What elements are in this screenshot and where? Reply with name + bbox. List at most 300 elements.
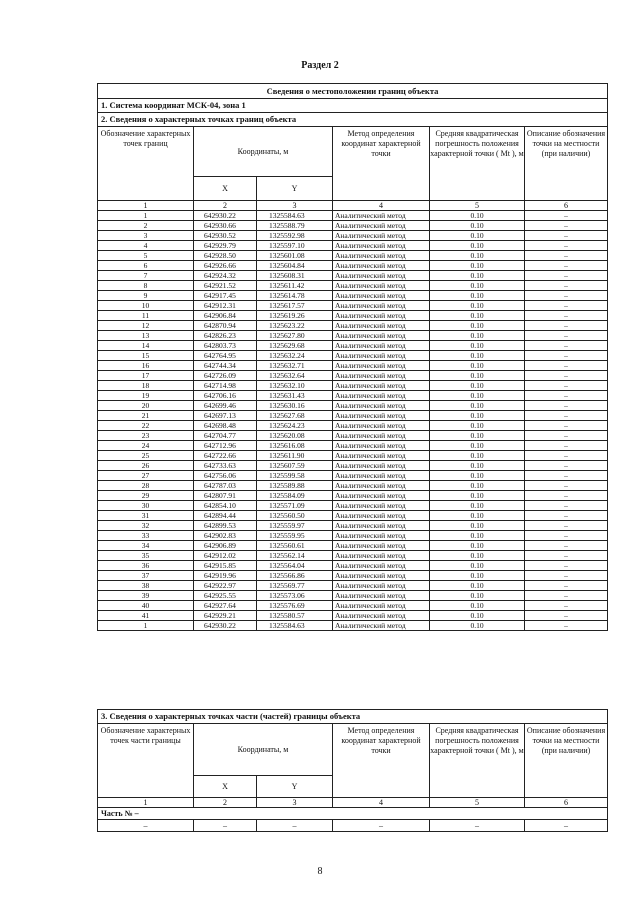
header-y: Y	[257, 177, 333, 201]
description-cell: –	[525, 271, 608, 281]
method-cell: Аналитический метод	[333, 341, 430, 351]
table-row	[98, 301, 608, 311]
description-cell: –	[525, 351, 608, 361]
error-cell: 0.10	[430, 281, 525, 291]
part-row	[98, 820, 608, 832]
method-cell: Аналитический метод	[333, 291, 430, 301]
method-cell: Аналитический метод	[333, 221, 430, 231]
header-error: Средняя квадратическая погрешность положения характерной точки ( Mt ), м	[430, 724, 525, 798]
column-number: 1	[98, 798, 194, 808]
x-coordinate-cell: 642697.13	[194, 411, 257, 421]
x-coordinate-cell: 642906.84	[194, 311, 257, 321]
point-number-cell: 6	[98, 261, 194, 271]
point-number-cell: 5	[98, 251, 194, 261]
method-cell: Аналитический метод	[333, 531, 430, 541]
x-coordinate-cell: 642787.03	[194, 481, 257, 491]
point-number-cell: 40	[98, 601, 194, 611]
method-cell: Аналитический метод	[333, 441, 430, 451]
table-row	[98, 211, 608, 221]
error-cell: 0.10	[430, 451, 525, 461]
error-cell: 0.10	[430, 551, 525, 561]
error-cell: 0.10	[430, 321, 525, 331]
error-cell: 0.10	[430, 591, 525, 601]
description-cell: –	[525, 551, 608, 561]
header-x: X	[194, 177, 257, 201]
point-number-cell: 33	[98, 531, 194, 541]
header-error: Средняя квадратическая погрешность положения характерной точки ( Mt ), м	[430, 127, 525, 201]
x-coordinate-cell: 642706.16	[194, 391, 257, 401]
table-row	[98, 611, 608, 621]
point-number-cell: 30	[98, 501, 194, 511]
error-cell: 0.10	[430, 541, 525, 551]
point-number-cell: 8	[98, 281, 194, 291]
description-cell: –	[525, 431, 608, 441]
error-cell: 0.10	[430, 341, 525, 351]
table-row	[98, 621, 608, 631]
error-cell: 0.10	[430, 271, 525, 281]
column-number: 4	[333, 798, 430, 808]
point-number-cell: 35	[98, 551, 194, 561]
method-cell: Аналитический метод	[333, 261, 430, 271]
y-coordinate-cell: 1325614.78	[257, 291, 333, 301]
x-coordinate-cell: 642922.97	[194, 581, 257, 591]
y-coordinate-cell: 1325599.58	[257, 471, 333, 481]
y-coordinate-cell: 1325559.95	[257, 531, 333, 541]
part-cell: –	[98, 820, 194, 832]
method-cell: Аналитический метод	[333, 501, 430, 511]
method-cell: Аналитический метод	[333, 571, 430, 581]
part-points-table	[97, 709, 608, 832]
table-title: Сведения о местоположении границ объекта	[98, 84, 608, 99]
y-coordinate-cell: 1325576.69	[257, 601, 333, 611]
description-cell: –	[525, 501, 608, 511]
table-row	[98, 291, 608, 301]
error-cell: 0.10	[430, 301, 525, 311]
table-row	[98, 511, 608, 521]
point-number-cell: 15	[98, 351, 194, 361]
error-cell: 0.10	[430, 571, 525, 581]
header-coords: Координаты, м	[194, 127, 333, 177]
description-cell: –	[525, 241, 608, 251]
column-number: 2	[194, 201, 257, 211]
table-row	[98, 371, 608, 381]
point-number-cell: 26	[98, 461, 194, 471]
header-method: Метод определения координат характерной точки	[333, 127, 430, 201]
description-cell: –	[525, 521, 608, 531]
part-cell: –	[194, 820, 257, 832]
y-coordinate-cell: 1325562.14	[257, 551, 333, 561]
error-cell: 0.10	[430, 361, 525, 371]
description-cell: –	[525, 481, 608, 491]
y-coordinate-cell: 1325601.08	[257, 251, 333, 261]
error-cell: 0.10	[430, 231, 525, 241]
y-coordinate-cell: 1325632.10	[257, 381, 333, 391]
point-number-cell: 14	[98, 341, 194, 351]
error-cell: 0.10	[430, 611, 525, 621]
method-cell: Аналитический метод	[333, 411, 430, 421]
point-number-cell: 32	[98, 521, 194, 531]
method-cell: Аналитический метод	[333, 361, 430, 371]
y-coordinate-cell: 1325569.77	[257, 581, 333, 591]
point-number-cell: 1	[98, 621, 194, 631]
method-cell: Аналитический метод	[333, 551, 430, 561]
error-cell: 0.10	[430, 421, 525, 431]
y-coordinate-cell: 1325632.71	[257, 361, 333, 371]
error-cell: 0.10	[430, 291, 525, 301]
x-coordinate-cell: 642929.79	[194, 241, 257, 251]
description-cell: –	[525, 511, 608, 521]
x-coordinate-cell: 642722.66	[194, 451, 257, 461]
point-number-cell: 22	[98, 421, 194, 431]
point-number-cell: 3	[98, 231, 194, 241]
method-cell: Аналитический метод	[333, 591, 430, 601]
y-coordinate-cell: 1325611.42	[257, 281, 333, 291]
point-number-cell: 36	[98, 561, 194, 571]
page-number: 8	[317, 866, 323, 877]
x-coordinate-cell: 642930.66	[194, 221, 257, 231]
part-cell: –	[525, 820, 608, 832]
table-row	[98, 351, 608, 361]
column-number: 3	[257, 798, 333, 808]
point-number-cell: 38	[98, 581, 194, 591]
x-coordinate-cell: 642925.55	[194, 591, 257, 601]
method-cell: Аналитический метод	[333, 581, 430, 591]
table-row	[98, 321, 608, 331]
table-row	[98, 231, 608, 241]
description-cell: –	[525, 261, 608, 271]
method-cell: Аналитический метод	[333, 511, 430, 521]
method-cell: Аналитический метод	[333, 351, 430, 361]
table-row	[98, 261, 608, 271]
x-coordinate-cell: 642929.21	[194, 611, 257, 621]
description-cell: –	[525, 571, 608, 581]
method-cell: Аналитический метод	[333, 371, 430, 381]
point-number-cell: 37	[98, 571, 194, 581]
x-coordinate-cell: 642803.73	[194, 341, 257, 351]
method-cell: Аналитический метод	[333, 461, 430, 471]
x-coordinate-cell: 642744.34	[194, 361, 257, 371]
point-number-cell: 19	[98, 391, 194, 401]
point-number-cell: 16	[98, 361, 194, 371]
boundary-points-table	[97, 83, 608, 631]
y-coordinate-cell: 1325632.64	[257, 371, 333, 381]
method-cell: Аналитический метод	[333, 421, 430, 431]
y-coordinate-cell: 1325584.63	[257, 621, 333, 631]
error-cell: 0.10	[430, 471, 525, 481]
error-cell: 0.10	[430, 241, 525, 251]
part-cell: –	[333, 820, 430, 832]
method-cell: Аналитический метод	[333, 451, 430, 461]
description-cell: –	[525, 291, 608, 301]
y-coordinate-cell: 1325632.24	[257, 351, 333, 361]
method-cell: Аналитический метод	[333, 481, 430, 491]
description-cell: –	[525, 411, 608, 421]
description-cell: –	[525, 621, 608, 631]
description-cell: –	[525, 391, 608, 401]
header-point: Обозначение характерных точек границ	[98, 127, 194, 201]
point-number-cell: 25	[98, 451, 194, 461]
header-description: Описание обозначения точки на местности (при наличии)	[525, 724, 608, 798]
method-cell: Аналитический метод	[333, 211, 430, 221]
point-number-cell: 39	[98, 591, 194, 601]
table-row	[98, 481, 608, 491]
description-cell: –	[525, 451, 608, 461]
x-coordinate-cell: 642924.32	[194, 271, 257, 281]
description-cell: –	[525, 441, 608, 451]
error-cell: 0.10	[430, 381, 525, 391]
y-coordinate-cell: 1325629.68	[257, 341, 333, 351]
table-row	[98, 271, 608, 281]
header-coords: Координаты, м	[194, 724, 333, 776]
table-row	[98, 561, 608, 571]
table-row	[98, 551, 608, 561]
description-cell: –	[525, 601, 608, 611]
x-coordinate-cell: 642714.98	[194, 381, 257, 391]
error-cell: 0.10	[430, 221, 525, 231]
column-number: 5	[430, 798, 525, 808]
table-row	[98, 241, 608, 251]
y-coordinate-cell: 1325608.31	[257, 271, 333, 281]
method-cell: Аналитический метод	[333, 611, 430, 621]
method-cell: Аналитический метод	[333, 241, 430, 251]
points-body	[98, 211, 608, 631]
y-coordinate-cell: 1325611.90	[257, 451, 333, 461]
table-row	[98, 361, 608, 371]
x-coordinate-cell: 642826.23	[194, 331, 257, 341]
y-coordinate-cell: 1325607.59	[257, 461, 333, 471]
column-number: 1	[98, 201, 194, 211]
x-coordinate-cell: 642912.31	[194, 301, 257, 311]
x-coordinate-cell: 642930.22	[194, 211, 257, 221]
table-row	[98, 341, 608, 351]
description-cell: –	[525, 231, 608, 241]
x-coordinate-cell: 642917.45	[194, 291, 257, 301]
table-row	[98, 331, 608, 341]
description-cell: –	[525, 561, 608, 571]
y-coordinate-cell: 1325573.06	[257, 591, 333, 601]
x-coordinate-cell: 642807.91	[194, 491, 257, 501]
point-number-cell: 27	[98, 471, 194, 481]
column-number: 6	[525, 798, 608, 808]
y-coordinate-cell: 1325584.63	[257, 211, 333, 221]
description-cell: –	[525, 401, 608, 411]
method-cell: Аналитический метод	[333, 251, 430, 261]
method-cell: Аналитический метод	[333, 491, 430, 501]
point-number-cell: 31	[98, 511, 194, 521]
method-cell: Аналитический метод	[333, 601, 430, 611]
error-cell: 0.10	[430, 621, 525, 631]
method-cell: Аналитический метод	[333, 401, 430, 411]
section-2-title: 2. Сведения о характерных точках границ объекта	[98, 113, 608, 127]
description-cell: –	[525, 491, 608, 501]
description-cell: –	[525, 421, 608, 431]
header-y: Y	[257, 776, 333, 798]
table-row	[98, 541, 608, 551]
table-row	[98, 391, 608, 401]
error-cell: 0.10	[430, 211, 525, 221]
method-cell: Аналитический метод	[333, 281, 430, 291]
point-number-cell: 10	[98, 301, 194, 311]
error-cell: 0.10	[430, 401, 525, 411]
point-number-cell: 23	[98, 431, 194, 441]
error-cell: 0.10	[430, 501, 525, 511]
point-number-cell: 4	[98, 241, 194, 251]
error-cell: 0.10	[430, 411, 525, 421]
y-coordinate-cell: 1325560.50	[257, 511, 333, 521]
part-cell: –	[257, 820, 333, 832]
description-cell: –	[525, 341, 608, 351]
method-cell: Аналитический метод	[333, 271, 430, 281]
table-row	[98, 461, 608, 471]
y-coordinate-cell: 1325589.88	[257, 481, 333, 491]
y-coordinate-cell: 1325588.79	[257, 221, 333, 231]
y-coordinate-cell: 1325560.61	[257, 541, 333, 551]
point-number-cell: 13	[98, 331, 194, 341]
y-coordinate-cell: 1325616.08	[257, 441, 333, 451]
x-coordinate-cell: 642919.96	[194, 571, 257, 581]
x-coordinate-cell: 642928.50	[194, 251, 257, 261]
table-row	[98, 221, 608, 231]
table-row	[98, 421, 608, 431]
point-number-cell: 18	[98, 381, 194, 391]
point-number-cell: 20	[98, 401, 194, 411]
section-3-title: 3. Сведения о характерных точках части (частей) границы объекта	[98, 710, 608, 724]
error-cell: 0.10	[430, 441, 525, 451]
x-coordinate-cell: 642712.96	[194, 441, 257, 451]
point-number-cell: 17	[98, 371, 194, 381]
header-description: Описание обозначения точки на местности (при наличии)	[525, 127, 608, 201]
method-cell: Аналитический метод	[333, 541, 430, 551]
column-number: 6	[525, 201, 608, 211]
description-cell: –	[525, 471, 608, 481]
error-cell: 0.10	[430, 521, 525, 531]
point-number-cell: 34	[98, 541, 194, 551]
header-method: Метод определения координат характерной точки	[333, 724, 430, 798]
description-cell: –	[525, 301, 608, 311]
header-point: Обозначение характерных точек части границы	[98, 724, 194, 798]
description-cell: –	[525, 331, 608, 341]
table-row	[98, 601, 608, 611]
error-cell: 0.10	[430, 371, 525, 381]
point-number-cell: 1	[98, 211, 194, 221]
description-cell: –	[525, 381, 608, 391]
y-coordinate-cell: 1325564.04	[257, 561, 333, 571]
y-coordinate-cell: 1325559.97	[257, 521, 333, 531]
method-cell: Аналитический метод	[333, 321, 430, 331]
y-coordinate-cell: 1325623.22	[257, 321, 333, 331]
table-row	[98, 521, 608, 531]
point-number-cell: 11	[98, 311, 194, 321]
section-heading: Раздел 2	[301, 60, 339, 71]
point-number-cell: 28	[98, 481, 194, 491]
description-cell: –	[525, 591, 608, 601]
table-row	[98, 401, 608, 411]
table-row	[98, 431, 608, 441]
column-number: 4	[333, 201, 430, 211]
method-cell: Аналитический метод	[333, 471, 430, 481]
method-cell: Аналитический метод	[333, 521, 430, 531]
y-coordinate-cell: 1325624.23	[257, 421, 333, 431]
x-coordinate-cell: 642894.44	[194, 511, 257, 521]
y-coordinate-cell: 1325597.10	[257, 241, 333, 251]
error-cell: 0.10	[430, 601, 525, 611]
description-cell: –	[525, 281, 608, 291]
column-numbers-row	[98, 201, 608, 211]
error-cell: 0.10	[430, 561, 525, 571]
x-coordinate-cell: 642930.22	[194, 621, 257, 631]
x-coordinate-cell: 642912.02	[194, 551, 257, 561]
point-number-cell: 9	[98, 291, 194, 301]
method-cell: Аналитический метод	[333, 391, 430, 401]
y-coordinate-cell: 1325566.86	[257, 571, 333, 581]
y-coordinate-cell: 1325604.84	[257, 261, 333, 271]
method-cell: Аналитический метод	[333, 311, 430, 321]
y-coordinate-cell: 1325631.43	[257, 391, 333, 401]
x-coordinate-cell: 642870.94	[194, 321, 257, 331]
table-row	[98, 571, 608, 581]
x-coordinate-cell: 642699.46	[194, 401, 257, 411]
error-cell: 0.10	[430, 261, 525, 271]
table-row	[98, 591, 608, 601]
point-number-cell: 29	[98, 491, 194, 501]
error-cell: 0.10	[430, 581, 525, 591]
method-cell: Аналитический метод	[333, 561, 430, 571]
error-cell: 0.10	[430, 351, 525, 361]
y-coordinate-cell: 1325627.80	[257, 331, 333, 341]
table-row	[98, 501, 608, 511]
y-coordinate-cell: 1325617.57	[257, 301, 333, 311]
description-cell: –	[525, 531, 608, 541]
y-coordinate-cell: 1325620.08	[257, 431, 333, 441]
point-number-cell: 12	[98, 321, 194, 331]
description-cell: –	[525, 581, 608, 591]
part-label: Часть № –	[98, 808, 608, 820]
method-cell: Аналитический метод	[333, 381, 430, 391]
column-number: 5	[430, 201, 525, 211]
table-row	[98, 411, 608, 421]
point-number-cell: 24	[98, 441, 194, 451]
error-cell: 0.10	[430, 461, 525, 471]
table-row	[98, 281, 608, 291]
error-cell: 0.10	[430, 251, 525, 261]
y-coordinate-cell: 1325580.57	[257, 611, 333, 621]
table-row	[98, 251, 608, 261]
error-cell: 0.10	[430, 391, 525, 401]
column-numbers-row	[98, 798, 608, 808]
point-number-cell: 2	[98, 221, 194, 231]
part-cell: –	[430, 820, 525, 832]
description-cell: –	[525, 541, 608, 551]
point-number-cell: 21	[98, 411, 194, 421]
x-coordinate-cell: 642921.52	[194, 281, 257, 291]
error-cell: 0.10	[430, 491, 525, 501]
method-cell: Аналитический метод	[333, 231, 430, 241]
y-coordinate-cell: 1325592.98	[257, 231, 333, 241]
x-coordinate-cell: 642915.85	[194, 561, 257, 571]
table-row	[98, 471, 608, 481]
table-row	[98, 491, 608, 501]
description-cell: –	[525, 361, 608, 371]
error-cell: 0.10	[430, 531, 525, 541]
method-cell: Аналитический метод	[333, 331, 430, 341]
x-coordinate-cell: 642854.10	[194, 501, 257, 511]
description-cell: –	[525, 311, 608, 321]
x-coordinate-cell: 642927.64	[194, 601, 257, 611]
table-row	[98, 451, 608, 461]
header-x: X	[194, 776, 257, 798]
y-coordinate-cell: 1325584.09	[257, 491, 333, 501]
table-row	[98, 381, 608, 391]
